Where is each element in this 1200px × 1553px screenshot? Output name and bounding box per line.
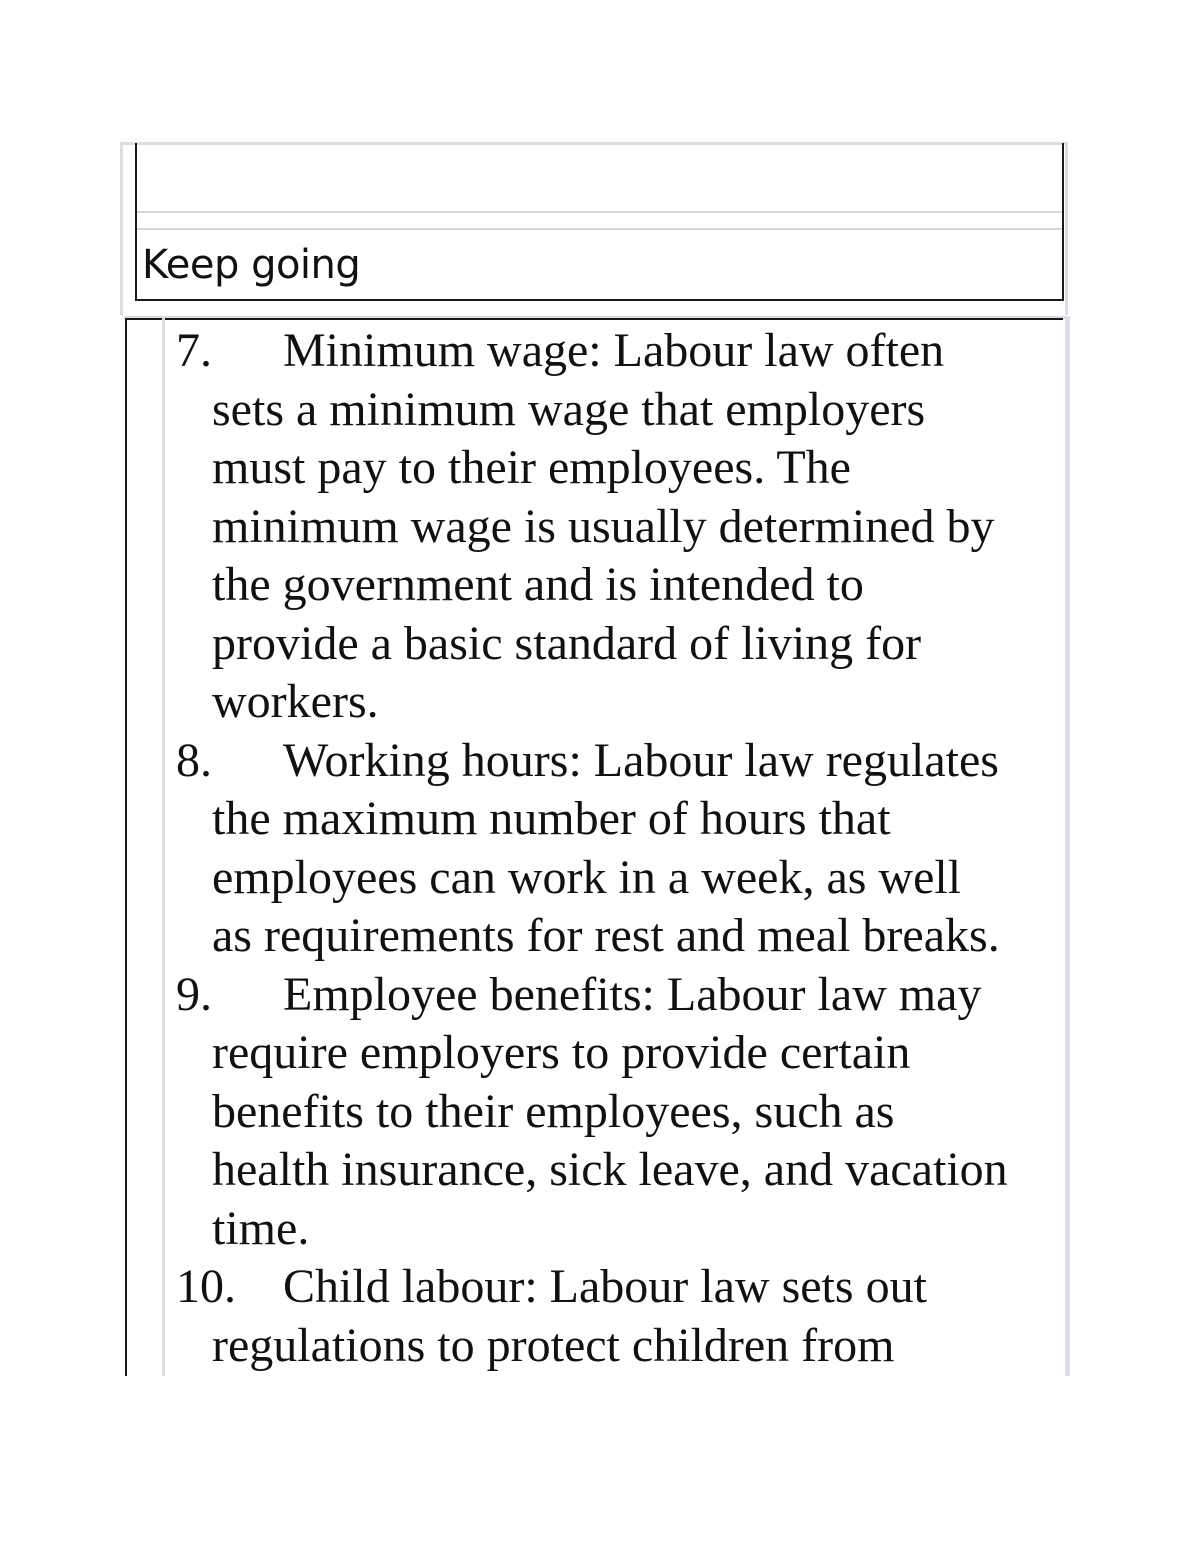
list-item	[0, 1258, 1200, 1375]
list-item-number: 8.	[176, 733, 212, 787]
numbered-list	[0, 322, 1200, 1375]
list-item-line: sets a minimum wage that employers	[212, 382, 926, 436]
list-item-line: require employers to provide certain	[212, 1026, 911, 1079]
list-item-line: must pay to their employees. The	[212, 441, 851, 494]
header-label: Keep going	[142, 242, 361, 288]
list-item	[0, 732, 1200, 966]
list-item-line: benefits to their employees, such as	[212, 1084, 895, 1138]
list-item-line: the maximum number of hours that	[212, 792, 891, 845]
list-item	[0, 966, 1200, 1259]
list-item-number: 10.	[176, 1260, 236, 1313]
list-item-line: workers.	[212, 675, 379, 728]
list-item-line: health insurance, sick leave, and vacation	[212, 1143, 1008, 1196]
list-item-line: Child labour: Labour law sets out	[283, 1260, 927, 1313]
body-border-top	[127, 318, 1063, 320]
list-item-line: Working hours: Labour law regulates	[283, 733, 999, 787]
list-item-line: time.	[212, 1201, 310, 1255]
list-item-line: the government and is intended to	[212, 558, 864, 611]
header-divider	[137, 228, 1062, 230]
list-item	[0, 322, 1200, 732]
header-divider	[137, 211, 1062, 213]
list-item-line: provide a basic standard of living for	[212, 616, 922, 670]
list-item-line: Employee benefits: Labour law may	[283, 967, 982, 1021]
list-item-line: employees can work in a week, as well	[212, 850, 962, 904]
list-item-line: Minimum wage: Labour law often	[283, 324, 945, 377]
list-item-line: regulations to protect children from	[212, 1318, 895, 1372]
list-item-number: 7.	[176, 324, 212, 377]
list-item-line: minimum wage is usually determined by	[212, 499, 995, 553]
list-item-line: as requirements for rest and meal breaks.	[212, 909, 1000, 962]
list-item-number: 9.	[176, 967, 212, 1021]
